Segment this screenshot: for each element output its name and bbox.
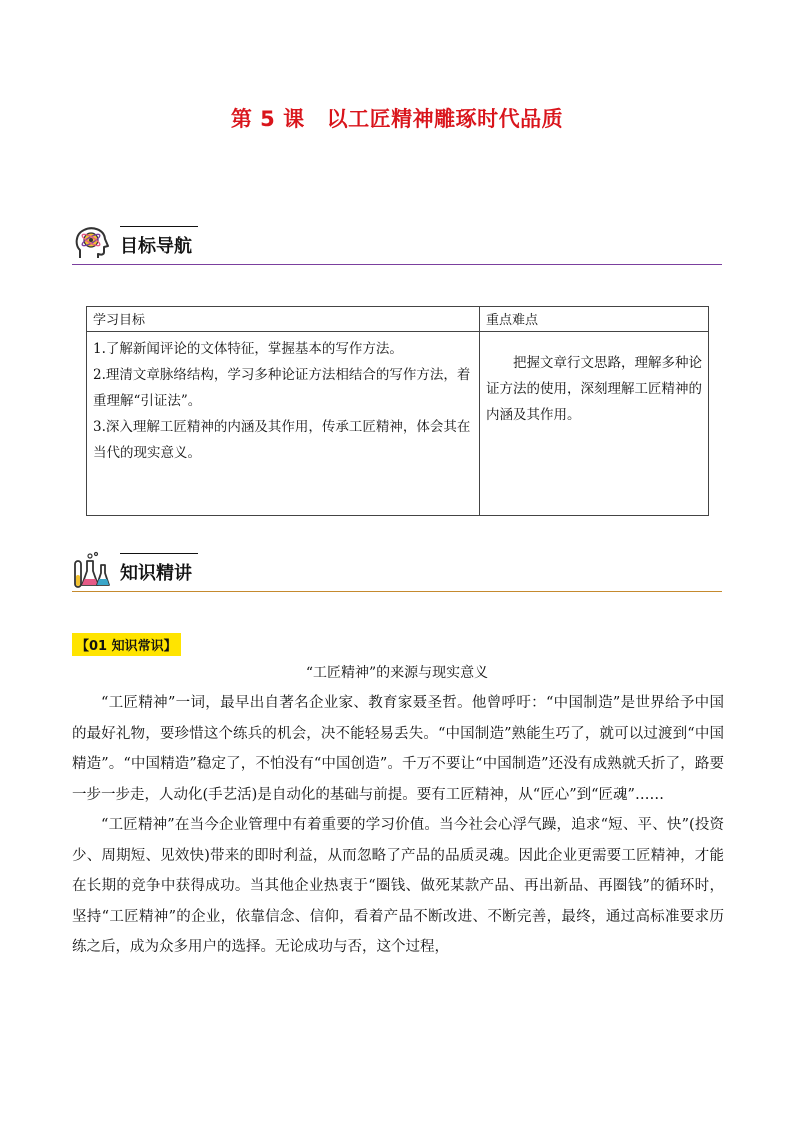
knowledge-badge: 【01 知识常识】 bbox=[72, 633, 181, 656]
section-title: 目标导航 bbox=[120, 236, 192, 257]
key-points-cell bbox=[480, 332, 709, 516]
goals-table bbox=[86, 306, 709, 516]
page-title bbox=[0, 103, 794, 133]
section-header-goals bbox=[72, 218, 722, 270]
section-top-rule bbox=[120, 226, 198, 227]
column-header-key-points: 重点难点 bbox=[480, 307, 709, 332]
lesson-name: 以工匠精神雕琢时代品质 bbox=[326, 107, 564, 131]
section-title: 知识精讲 bbox=[120, 563, 192, 584]
article-paragraph: “工匠精神”在当今企业管理中有着重要的学习价值。当今社会心浮气躁，追求“短、平、快”(投资少、周期短、见效快)带来的即时利益，从而忽略了产品的品质灵魂。因此企业更需要工匠精神，才能在长期的竞争中获得成功。当其他企业热衷于“圈钱、做死某款产品、再出新品、再圈钱”的循环时，坚持“工匠精神”的企业，依靠信念、信仰，看着产品不断改进、不断完善，最终，通过高标准要求历练之后，成为众多用户的选择。无论成功与否，这个过程， bbox=[72, 817, 724, 955]
column-header-objectives: 学习目标 bbox=[87, 307, 480, 332]
article-body bbox=[72, 688, 724, 963]
brain-head-icon bbox=[72, 224, 112, 264]
objective-item: 3.深入理解工匠精神的内涵及其作用，传承工匠精神，体会其在当代的现实意义。 bbox=[93, 419, 471, 461]
objective-item: 1.了解新闻评论的文体特征，掌握基本的写作方法。 bbox=[93, 341, 403, 357]
objective-item: 2.理清文章脉络结构，学习多种论证方法相结合的写作方法，着重理解“引证法”。 bbox=[93, 367, 471, 409]
article-title: “工匠精神”的来源与现实意义 bbox=[305, 665, 489, 681]
article-paragraph: “工匠精神”一词，最早出自著名企业家、教育家聂圣哲。他曾呼吁：“中国制造”是世界给予中国的最好礼物，要珍惜这个练兵的机会，决不能轻易丢失。“中国制造”熟能生巧了，就可以过渡到“中国精造”。“中国精造”稳定了，不怕没有“中国创造”。千万不要让“中国制造”还没有成熟就夭折了，路要一步一步走，人动化(手艺活)是自动化的基础与前提。要有工匠精神，从“匠心”到“匠魂”…… bbox=[72, 695, 724, 803]
key-points-text: 把握文章行文思路，理解多种论证方法的使用，深刻理解工匠精神的内涵及其作用。 bbox=[486, 355, 702, 423]
section-divider bbox=[72, 264, 722, 265]
table-row bbox=[87, 332, 709, 516]
objectives-cell bbox=[87, 332, 480, 516]
section-header-knowledge bbox=[72, 545, 722, 597]
table-header-row bbox=[87, 307, 709, 332]
section-divider bbox=[72, 591, 722, 592]
lesson-number: 第 5 课 bbox=[230, 107, 305, 131]
lab-flask-icon bbox=[72, 551, 112, 591]
section-top-rule bbox=[120, 553, 198, 554]
